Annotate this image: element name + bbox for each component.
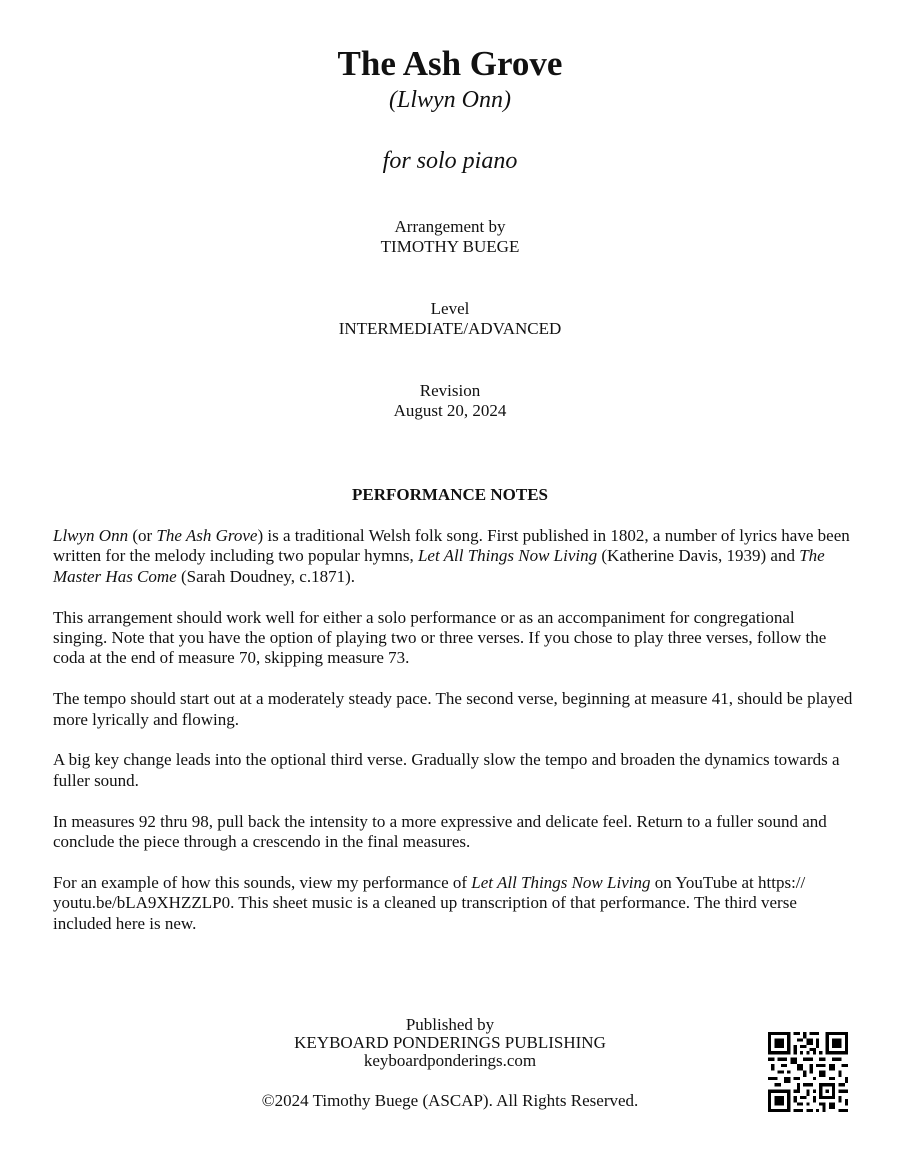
title-llwyn-onn: Llwyn Onn (53, 526, 129, 545)
youtube-link-text: youtu.be/bLA9XHZZLP0. This sheet music is a cleaned up transcription of that performance. The third verse included here is new. (53, 893, 797, 933)
title-the-master-has-come: The Master Has Come (53, 546, 825, 586)
revision-label: Revision (419, 381, 481, 400)
level-block (0, 299, 900, 339)
notes-paragraph-4: A big key change leads into the optional third verse. Gradually slow the tempo and broaden the dynamics towards a fuller sound. (53, 750, 840, 790)
notes-paragraph-1 (53, 526, 853, 587)
notes-paragraph-6 (53, 873, 853, 934)
level-label: Level (430, 299, 470, 318)
notes-paragraph-2: This arrangement should work well for either a solo performance or as an accompaniment for congregational singing. Note that you have the option of playing two or three verses. If you chose to play three verses, follow the coda at the end of measure 70, skipping measure 73. (53, 607, 827, 668)
notes-paragraph-5: In measures 92 thru 98, pull back the intensity to a more expressive and delicate feel. Return to a fuller sound and conclude the piece through a crescendo in the final measures. (53, 811, 827, 852)
performance-notes (53, 526, 853, 934)
arrangement-block (0, 217, 900, 257)
instrument-line: for solo piano (382, 148, 518, 174)
title-the-ash-grove: The Ash Grove (156, 526, 258, 545)
text-span: on YouTube at https:// (650, 872, 806, 892)
arrangement-label: Arrangement by (394, 217, 506, 236)
published-label: Published by (405, 1015, 495, 1034)
text-span: For an example of how this sounds, view my performance of (53, 872, 472, 892)
arranger-name: TIMOTHY BUEGE (380, 237, 520, 256)
text-span: ) is a traditional Welsh folk song. First published in 1802, a number of lyrics have been written for the melody including two popular hymns, (53, 526, 850, 566)
revision-block (0, 381, 900, 421)
text-span: (Sarah Doudney, c.1871). (176, 566, 356, 586)
notes-paragraph-3: The tempo should start out at a moderately steady pace. The second verse, beginning at measure 41, should be played more lyrically and flowing. (53, 689, 853, 729)
title-let-all-things-now-living-2: Let All Things Now Living (471, 872, 651, 892)
qr-code-icon (768, 1032, 848, 1112)
copyright-notice: ©2024 Timothy Buege (ASCAP). All Rights Reserved. (261, 1091, 639, 1110)
text-span: (Katherine Davis, 1939) and (597, 546, 800, 566)
publisher-name: KEYBOARD PONDERINGS PUBLISHING (294, 1033, 606, 1052)
publisher-website: keyboardponderings.com (363, 1051, 537, 1070)
revision-date: August 20, 2024 (393, 401, 507, 420)
performance-notes-heading: PERFORMANCE NOTES (352, 485, 548, 504)
page-title: The Ash Grove (337, 44, 563, 83)
level-value: INTERMEDIATE/ADVANCED (338, 319, 562, 338)
title-let-all-things-now-living: Let All Things Now Living (417, 546, 598, 566)
text-span: (or (128, 526, 157, 545)
publisher-footer (150, 1016, 750, 1110)
page-subtitle: (Llwyn Onn) (389, 87, 511, 113)
